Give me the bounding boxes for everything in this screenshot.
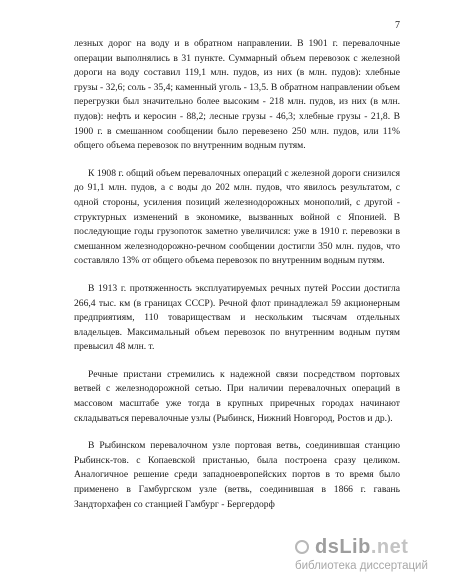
page-number: 7 <box>395 20 400 31</box>
paragraph-5: В Рыбинском перевалочном узле портовая ветвь, соединившая станцию Рыбинск-тов. с Копаевской пристанью, была построена сразу целиком. Аналогичное решение среди западноевропейских портов в то время было применено в Гамбургском узле (ветвь, соединившая в 1866 г. гавань Зандторхафен со станцией Гамбург - Бергердорф <box>74 440 400 510</box>
paragraph-2: К 1908 г. общий объем перевалочных операций с железной дороги снизился до 91,1 млн. пудов, а с воды до 202 млн. пудов, что явилось результатом, с одной стороны, усиления позиций железнодорожных монополий, с другой - структурных изменений в экономике, вызванных войной с Японией. В последующие годы грузопоток заметно увеличился: уже в 1910 г. перевозки в смешанном железнодорожно-речном сообщении достигли 350 млн. пудов, что составляло 13% от общего объема перевозок по внутренним водным путям. <box>74 167 400 267</box>
paragraph-1: лезных дорог на воду и в обратном направлении. В 1901 г. перевалочные операции выполнялись в 31 пункте. Суммарный объем перевозок с железной дороги на воду составил 119,1 млн. пудов, из них (в млн. пудов): хлебные грузы - 32,6; соль - 35,4; каменный уголь - 13,5. В обратном направлении объем перегрузки был значительно более высоким - 218 млн. пудов, из них (в млн. пудов): нефть и керосин - 88,2; лесные грузы - 46,3; хлебные грузы - 21,8. В 1900 г. в смешанном сообщении было перевезено 250 млн. пудов, или 11% общего объема перевозок по внутренним водным путям. <box>74 38 400 152</box>
document-body <box>74 37 400 525</box>
dslib-watermark <box>295 536 445 578</box>
watermark-subtitle: библиотека диссертаций <box>295 560 428 572</box>
dslib-logo-icon <box>295 540 309 554</box>
paragraph-3: В 1913 г. протяженность эксплуатируемых речных путей России достигла 266,4 тыс. км (в границах СССР). Речной флот принадлежал 59 акционерным предприятиям, 110 товариществам и нескольким тысячам отдельных владельцев. Максимальный объем перевозок по внутренним водным путям превысил 48 млн. т. <box>74 282 400 353</box>
watermark-brand: dsLib.net <box>315 536 409 558</box>
paragraph-4: Речные пристани стремились к надежной связи посредством портовых ветвей с железнодорожной сетью. При наличии перевалочных операций в массовом масштабе уже тогда в крупных приречных городах начинают складываться перевалочные узлы (Рыбинск, Нижний Новгород, Ростов и др.). <box>74 368 400 424</box>
